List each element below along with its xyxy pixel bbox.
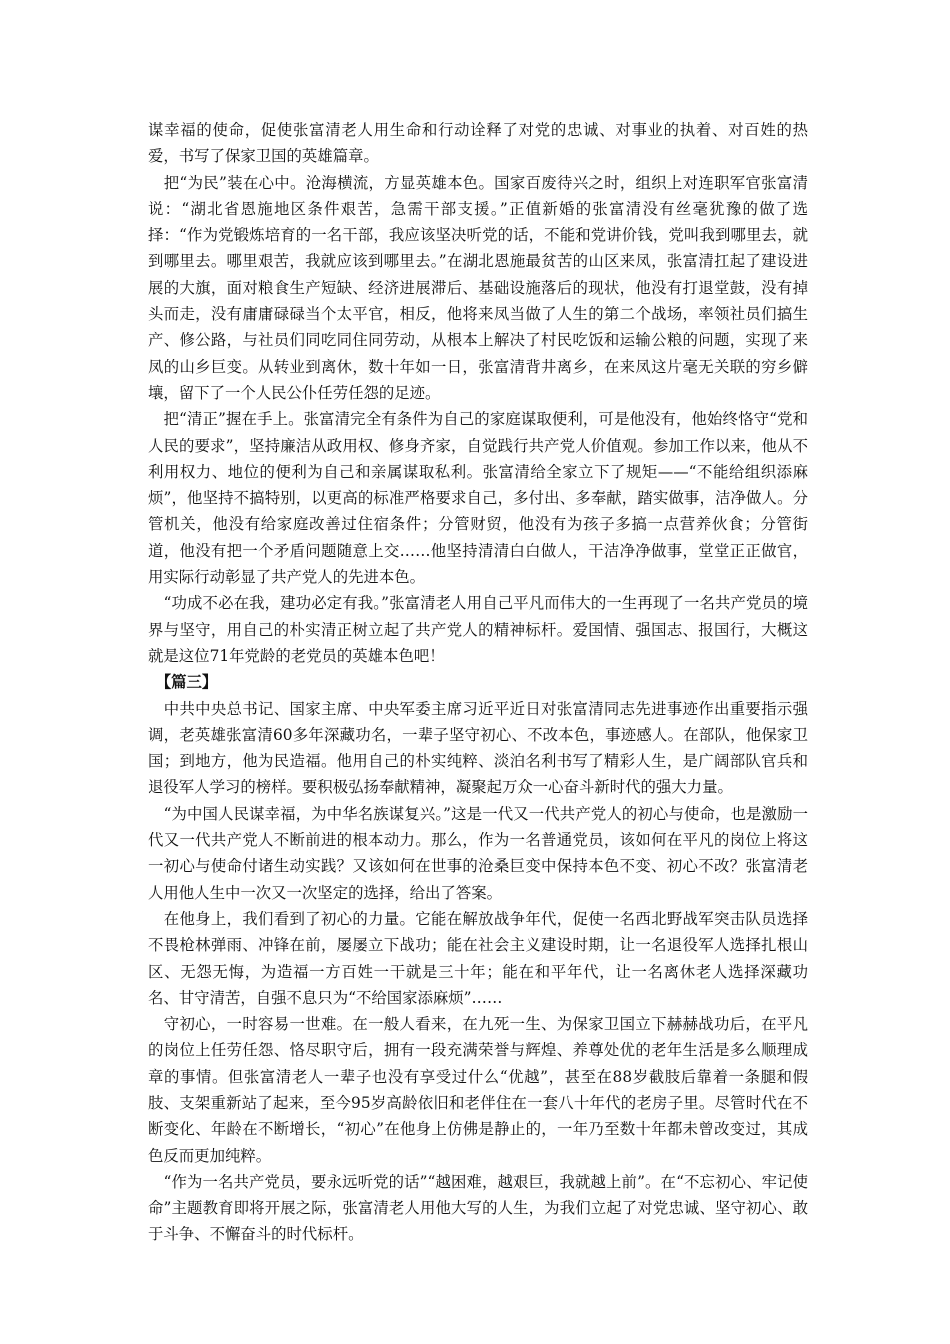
section-heading: 【篇三】 (148, 673, 218, 692)
document-page (148, 117, 808, 1248)
paragraph-for-the-people: 把“为民”装在心中。沧海横流，方显英雄本色。国家百废待兴之时，组织上对连职军官张富清说：“湖北省恩施地区条件艰苦，急需干部支援。”正值新婚的张富清没有丝毫犹豫的做了选择：“作为党锻炼培育的一名干部，我应该坚决听党的话，不能和党讲价钱，党叫我到哪里去，就到哪里去。哪里艰苦，我就应该到哪里去。”在湖北恩施最贫苦的山区来凤，张富清扛起了建设进展的大旗，面对粮食生产短缺、经济进展滞后、基础设施落后的现状，他没有打退堂鼓，没有掉头而走，没有庸庸碌碌当个太平官，相反，他将来凤当做了人生的第二个战场，率领社员们搞生产、修公路，与社员们同吃同住同劳动，从根本上解决了村民吃饭和运输公粮的问题，实现了来凤的山乡巨变。从转业到离休，数十年如一日，张富清背井离乡，在来凤这片毫无关联的穷乡僻壤，留下了一个人民公仆任劳任怨的足迹。 (148, 173, 808, 402)
paragraph-power-of-original-aspiration: 在他身上，我们看到了初心的力量。它能在解放战争年代，促使一名西北野战军突击队员选择不畏枪林弹雨、冲锋在前，屡屡立下战功；能在社会主义建设时期，让一名退役军人选择扎根山区、无怨无悔，为造福一方百姓一干就是三十年；能在和平年代，让一名离休老人选择深藏功名、甘守清苦，自强不息只为“不给国家添麻烦”…… (148, 909, 808, 1007)
paragraph-integrity: 把“清正”握在手上。张富清完全有条件为自己的家庭谋取便利，可是他没有，他始终恪守“党和人民的要求”，坚持廉洁从政用权、修身齐家，自觉践行共产党人价值观。参加工作以来，他从不利用权力、地位的便利为自己和亲属谋取私利。张富清给全家立下了规矩——“不能给组织添麻烦”，他坚持不搞特别，以更高的标准严格要求自己，多付出、多奉献，踏实做事，洁净做人。分管机关，他没有给家庭改善过住宿条件；分管财贸，他没有为孩子多搞一点营养伙食；分管街道，他没有把一个矛盾问题随意上交……他坚持清清白白做人，干洁净净做事，堂堂正正做官，用实际行动彰显了共产党人的先进本色。 (148, 410, 808, 587)
paragraph-mission: “为中国人民谋幸福，为中华名族谋复兴。”这是一代又一代共产党人的初心与使命，也是激励一代又一代共产党人不断前进的根本动力。那么，作为一名普通党员，该如何在平凡的岗位上将这一初心与使命付诸生动实践？又该如何在世事的沧桑巨变中保持本色不变、初心不改？张富清老人用他人生中一次又一次坚定的选择，给出了答案。 (148, 804, 808, 902)
paragraph-instruction: 中共中央总书记、国家主席、中央军委主席习近平近日对张富清同志先进事迹作出重要指示强调，老英雄张富清60多年深藏功名，一辈子坚守初心、不改本色，事迹感人。在部队，他保家卫国；到地方，他为民造福。他用自己的朴实纯粹、淡泊名利书写了精彩人生，是广阔部队官兵和退役军人学习的榜样。要积极弘扬奉献精神，凝聚起万众一心奋斗新时代的强大力量。 (148, 699, 808, 797)
paragraph-final: “作为一名共产党员，要永远听党的话”“越困难，越艰巨，我就越上前”。在“不忘初心、牢记使命”主题教育即将开展之际，张富清老人用他大写的人生，为我们立起了对党忠诚、坚守初心、敢于斗争、不懈奋斗的时代标杆。 (148, 1172, 808, 1244)
paragraph-keeping-aspiration: 守初心，一时容易一世难。在一般人看来，在九死一生、为保家卫国立下赫赫战功后，在平凡的岗位上任劳任怨、恪尽职守后，拥有一段充满荣誉与辉煌、养尊处优的老年生活是多么顺理成章的事情。但张富清老人一辈子也没有享受过什么“优越”，甚至在88岁截肢后靠着一条腿和假肢、支架重新站了起来，至今95岁高龄依旧和老伴住在一套八十年代的老房子里。尽管时代在不断变化、年龄在不断增长，“初心”在他身上仿佛是静止的，一年乃至数十年都未曾改变过，其成色反而更加纯粹。 (148, 1015, 808, 1165)
paragraph-conclusion: “功成不必在我，建功必定有我。”张富清老人用自己平凡而伟大的一生再现了一名共产党员的境界与坚守，用自己的朴实清正树立起了共产党人的精神标杆。爱国情、强国志、报国行，大概这就是这位71年党龄的老党员的英雄本色吧！ (148, 594, 808, 665)
paragraph-intro-continuation: 谋幸福的使命，促使张富清老人用生命和行动诠释了对党的忠诚、对事业的执着、对百姓的热爱，书写了保家卫国的英雄篇章。 (148, 121, 808, 166)
